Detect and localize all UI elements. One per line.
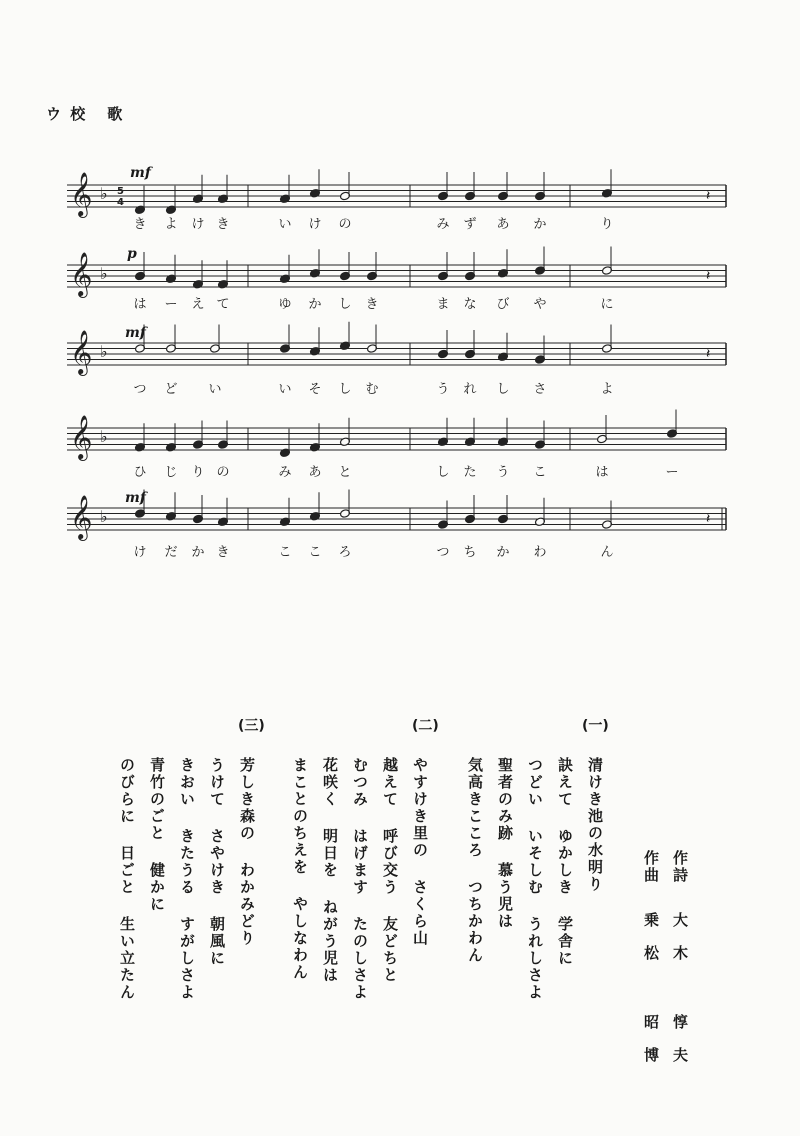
dynamic-mark: mf	[130, 165, 151, 181]
verse-line: 清けき池の水明り	[586, 757, 604, 893]
key-flat: ♭	[100, 427, 108, 446]
lyric-syllable: あ	[308, 465, 322, 480]
lyric-syllable: し	[436, 465, 450, 480]
time-signature-top: 5	[117, 186, 124, 197]
verse-line: やすけき里の さくら山	[411, 757, 429, 947]
verse-line: むつみ はげます たのしさよ	[351, 757, 369, 1001]
lyric-syllable: よ	[600, 382, 614, 397]
lyric-syllable: し	[496, 382, 510, 397]
lyric-syllable: か	[191, 545, 205, 560]
verse-line: うけて さやけき 朝風に	[208, 757, 226, 967]
verse-line: のびらに 日ごと 生い立たん	[118, 757, 136, 1001]
lyric-syllable: れ	[463, 382, 477, 397]
verse-number: (一)	[582, 718, 609, 734]
key-flat: ♭	[100, 342, 108, 361]
lyric-syllable: ち	[463, 545, 477, 560]
lyric-syllable: こ	[533, 465, 547, 480]
lyric-syllable: や	[533, 297, 547, 312]
verse-number: (三)	[238, 718, 265, 734]
lyric-syllable: き	[365, 297, 379, 312]
verse-line: 越えて 呼び交う 友どちと	[381, 757, 399, 984]
lyric-syllable: か	[308, 297, 322, 312]
lyric-syllable: り	[600, 217, 614, 232]
lyric-syllable: か	[496, 545, 510, 560]
verse-line: まことのちえを やしなわん	[291, 757, 309, 981]
treble-clef: 𝄞	[70, 252, 93, 296]
lyric-syllable: か	[533, 217, 547, 232]
verse-line: 芳しき森の わかみどり	[238, 757, 256, 947]
lyric-syllable: つ	[133, 382, 147, 397]
lyric-syllable: に	[600, 297, 614, 312]
lyric-syllable: よ	[164, 217, 178, 232]
lyric-syllable: さ	[533, 382, 547, 397]
lyric-syllable: つ	[436, 545, 450, 560]
lyric-syllable: て	[216, 297, 230, 312]
music-author: 乗松 昭博	[642, 912, 660, 1080]
lyric-syllable: は	[133, 297, 147, 312]
lyric-syllable: し	[338, 297, 352, 312]
verse-line: 気高きこころ つちかわん	[466, 757, 484, 964]
lyric-syllable: そ	[308, 382, 322, 397]
lyric-syllable: ー	[665, 465, 679, 480]
verse-line: 花咲く 明日を ねがう児は	[321, 757, 339, 984]
dynamic-mark: mf	[125, 490, 146, 506]
lyric-syllable: け	[191, 217, 205, 232]
lyric-syllable: の	[216, 465, 230, 480]
lyric-syllable: だ	[164, 545, 178, 560]
lyric-syllable: む	[365, 382, 379, 397]
verse-line: 訣えて ゆかしき 学舎に	[556, 757, 574, 967]
verse-line: つどい いそしむ うれしさよ	[526, 757, 544, 1001]
treble-clef: 𝄞	[70, 172, 93, 216]
lyric-syllable: ゆ	[278, 297, 292, 312]
lyric-syllable: み	[436, 217, 450, 232]
lyric-syllable: み	[278, 465, 292, 480]
lyric-syllable: う	[496, 465, 510, 480]
treble-clef: 𝄞	[70, 330, 93, 374]
lyric-syllable: り	[191, 465, 205, 480]
lyric-syllable: な	[463, 297, 477, 312]
lyric-syllable: ん	[600, 545, 614, 560]
treble-clef: 𝄞	[70, 415, 93, 459]
lyric-syllable: い	[278, 382, 292, 397]
lyric-syllable: こ	[308, 545, 322, 560]
time-signature-bottom: 4	[117, 197, 124, 208]
music-credit-label: 作曲	[642, 850, 660, 884]
lyric-syllable: い	[278, 217, 292, 232]
lyric-syllable: き	[216, 217, 230, 232]
verse-number: (二)	[412, 718, 439, 734]
lyrics-author: 大木 惇夫	[671, 912, 689, 1080]
rest: 𝄽	[706, 188, 711, 204]
rest: 𝄽	[706, 346, 711, 362]
lyric-syllable: け	[133, 545, 147, 560]
lyric-syllable: は	[595, 465, 609, 480]
heading-prefix: ウ	[46, 105, 64, 123]
lyric-syllable: と	[338, 465, 352, 480]
lyric-syllable: き	[216, 545, 230, 560]
verse-line: 聖者のみ跡 慕う児は	[496, 757, 514, 930]
lyric-syllable: い	[208, 382, 222, 397]
lyric-syllable: ど	[164, 382, 178, 397]
rest: 𝄽	[706, 268, 711, 284]
lyric-syllable: ま	[436, 297, 450, 312]
dynamic-mark: mf	[125, 325, 146, 341]
lyric-syllable: え	[191, 297, 205, 312]
verse-line: きおい きたうる すがしさよ	[178, 757, 196, 1001]
lyric-syllable: し	[338, 382, 352, 397]
lyric-syllable: ひ	[133, 465, 147, 480]
lyrics-credit-label: 作詩	[671, 850, 689, 884]
lyric-syllable: じ	[164, 465, 178, 480]
lyric-syllable: う	[436, 382, 450, 397]
key-flat: ♭	[100, 184, 108, 203]
lyric-syllable: け	[308, 217, 322, 232]
lyric-syllable: わ	[533, 545, 547, 560]
lyric-syllable: あ	[496, 217, 510, 232]
key-flat: ♭	[100, 507, 108, 526]
lyric-syllable: ろ	[338, 545, 352, 560]
key-flat: ♭	[100, 264, 108, 283]
lyric-syllable: ず	[463, 217, 477, 232]
dynamic-mark: p	[127, 246, 137, 262]
lyric-syllable: び	[496, 297, 510, 312]
heading-title-b: 歌	[107, 105, 125, 123]
lyric-syllable: た	[463, 465, 477, 480]
lyric-syllable: の	[338, 217, 352, 232]
treble-clef: 𝄞	[70, 495, 93, 539]
lyric-syllable: ー	[164, 297, 178, 312]
verse-line: 青竹のごと 健かに	[148, 757, 166, 913]
lyric-syllable: こ	[278, 545, 292, 560]
lyric-syllable: き	[133, 217, 147, 232]
heading-title-a: 校	[70, 105, 88, 123]
rest: 𝄽	[706, 511, 711, 527]
